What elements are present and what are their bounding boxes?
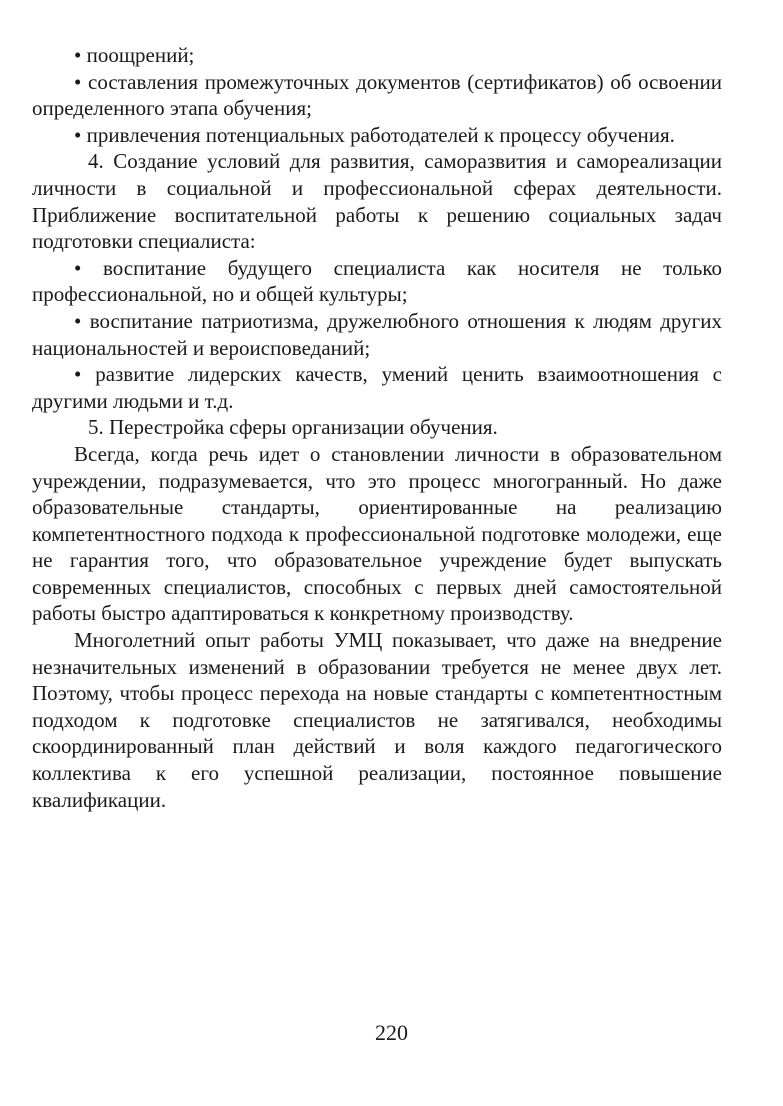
bullet-icon: • bbox=[74, 308, 82, 333]
bullet-item bbox=[32, 69, 722, 122]
bullet-text: развитие лидерских качеств, умений ценить взаимоотношения с другими людьми и т.д. bbox=[32, 362, 722, 413]
body-paragraph: Многолетний опыт работы УМЦ показывает, что даже на внедрение незначительных изменений в образовании требуется не менее двух лет. Поэтому, чтобы процесс перехода на новые стандарты с компетентностным подходом к подготовке специалистов не затягивался, необходимы скоординированный план действий и воля каждого педагогического коллектива к его успешной реализации, постоянное повышение квалификации. bbox=[32, 628, 722, 812]
bullet-text: воспитание патриотизма, дружелюбного отношения к людям других национальностей и вероисповеданий; bbox=[32, 308, 722, 360]
bullet-text: воспитание будущего специалиста как носителя не только профессиональной, но и общей культуры; bbox=[32, 255, 722, 307]
bullet-item bbox=[32, 308, 722, 361]
bullet-text: привлечения потенциальных работодателей к процессу обучения. bbox=[86, 122, 675, 147]
numbered-paragraph: 4. Создание условий для развития, саморазвития и самореализации личности в социальной и профессиональной сферах деятельности. Приближение воспитательной работы к решению социальных задач подготовки специалиста: bbox=[32, 149, 722, 254]
page-body bbox=[32, 42, 722, 813]
body-paragraph: Всегда, когда речь идет о становлении личности в образовательном учреждении, подразумевается, что это процесс многогранный. Но даже образовательные стандарты, ориентированные на реализацию компетентностного подхода к профессиональной подготовке молодежи, еще не гарантия того, что образовательное учреждение будет выпускать современных специалистов, способных с первых дней самостоятельной работы быстро адаптироваться к конкретному производству. bbox=[32, 441, 722, 626]
numbered-paragraph: 5. Перестройка сферы организации обучения. bbox=[88, 415, 498, 440]
bullet-item bbox=[32, 255, 722, 308]
bullet-item bbox=[32, 42, 722, 69]
page-number: 220 bbox=[375, 1020, 408, 1045]
bullet-icon: • bbox=[74, 362, 82, 387]
bullet-text: составления промежуточных документов (сертификатов) об освоении определенного этапа обучения; bbox=[32, 69, 722, 121]
bullet-item bbox=[32, 361, 722, 414]
bullet-icon: • bbox=[74, 43, 82, 67]
bullet-item bbox=[32, 122, 722, 149]
bullet-icon: • bbox=[74, 69, 82, 94]
bullet-icon: • bbox=[74, 255, 82, 280]
bullet-text: поощрений; bbox=[86, 43, 195, 67]
bullet-icon: • bbox=[74, 122, 82, 147]
